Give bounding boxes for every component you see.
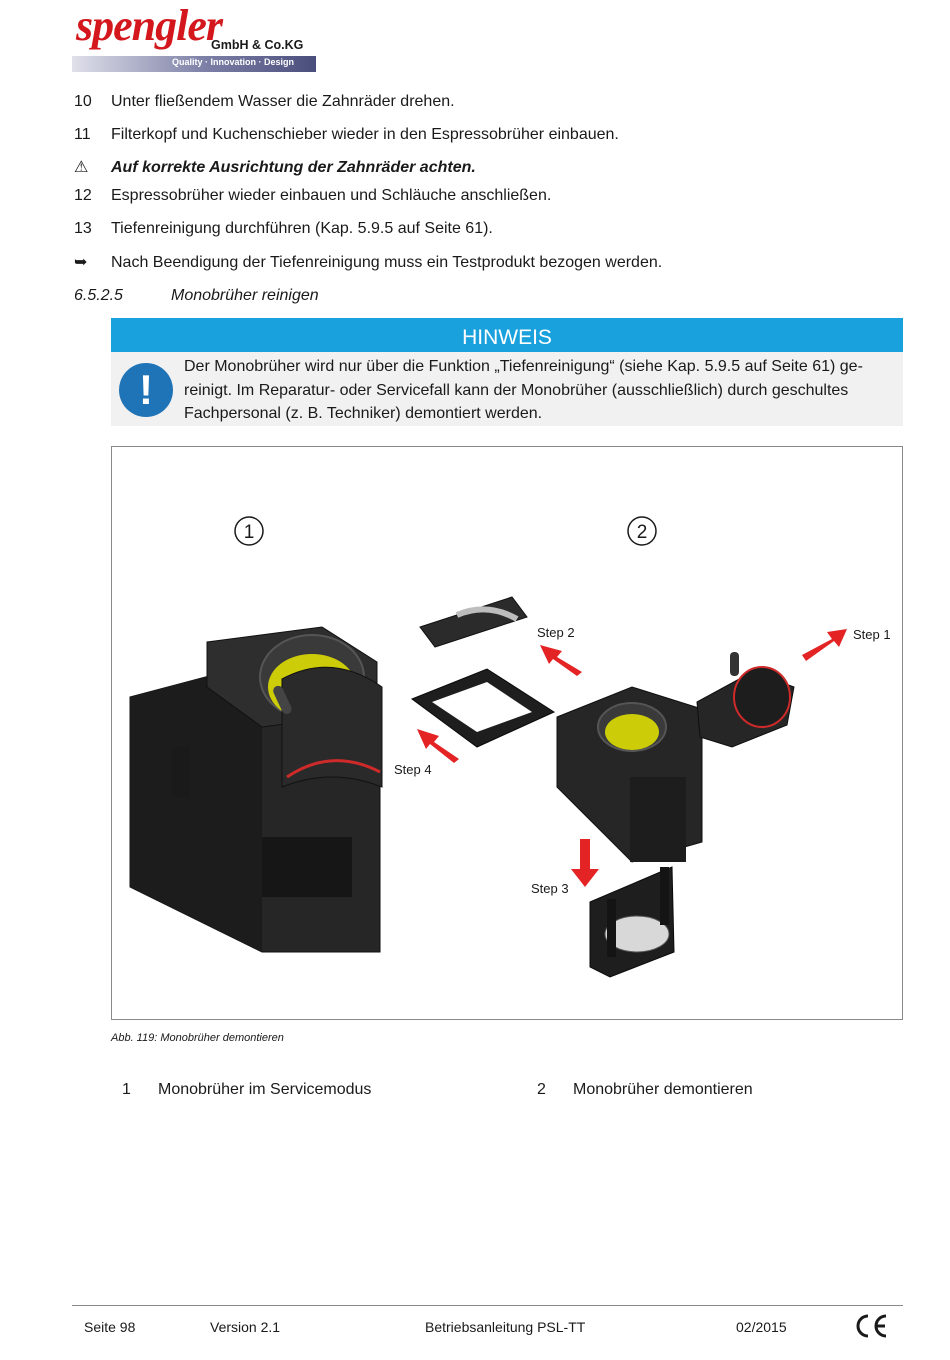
result-arrow-icon: ➥ [74,254,88,271]
logo-company: GmbH & Co.KG [211,38,304,52]
step-text: Tiefenreinigung durchführen (Kap. 5.9.5 auf Seite 61). [111,220,493,237]
notice-heading: HINWEIS [111,318,903,352]
logo-tagline: Quality · Innovation · Design [172,57,295,67]
brewer-body-illustration [557,687,702,862]
logo-wordmark: spengler [76,1,222,50]
base-part [590,867,674,977]
warning-text: Auf korrekte Ausrichtung der Zahnräder achten. [111,159,476,176]
marker-1-label: 1 [243,522,255,543]
step-number: 13 [74,220,92,237]
step2-label: Step 2 [537,625,575,640]
figure-caption: Abb. 119: Monobrüher demontieren [111,1032,284,1044]
legend-number: 2 [537,1081,546,1098]
marker-2 [628,517,656,545]
arrow-step2-icon [540,645,582,676]
step-number: 12 [74,187,92,204]
section-number: 6.5.2.5 [74,287,123,304]
ce-mark-icon [853,1312,889,1340]
footer-version: Version 2.1 [210,1319,281,1335]
figure-illustration [112,447,902,1019]
filter-cover-part [420,597,527,647]
step3-label: Step 3 [531,881,569,896]
legend-text: Monobrüher im Servicemodus [158,1081,372,1098]
legend-text: Monobrüher demontieren [573,1081,753,1098]
warning-icon: ⚠ [74,159,89,176]
step-number: 11 [74,126,91,143]
company-logo [72,1,318,72]
step-text: Filterkopf und Kuchenschieber wieder in den Espressobrüher einbauen. [111,126,619,143]
step-text: Unter fließendem Wasser die Zahnräder drehen. [111,93,455,110]
footer-page: Seite 98 [84,1319,136,1335]
brewer-assembled-illustration [130,627,382,952]
arrow-step4-icon [417,729,459,763]
section-title: Monobrüher reinigen [171,287,319,304]
step4-label: Step 4 [394,762,432,777]
marker-1 [235,517,263,545]
step1-label: Step 1 [853,627,891,642]
motor-part [697,652,794,747]
footer-divider [72,1305,903,1306]
legend-number: 1 [122,1081,131,1098]
footer-document: Betriebsanleitung PSL-TT [425,1319,586,1335]
figure-monobrueher [111,446,903,1020]
step-text: Espressobrüher wieder einbauen und Schläuche anschließen. [111,187,552,204]
notice-text: Der Monobrüher wird nur über die Funktion „Tiefenreinigung“ (siehe Kap. 5.9.5 auf Seite 61) ge-reinigt. Im Reparatur- oder Servicefall kann der Monobrüher (ausschließlich) durch geschultes Fachpersonal (z. B. Techniker) demontiert werden. [184,358,863,422]
arrow-step3-icon [571,839,599,887]
arrow-step1-icon [802,629,847,661]
footer-date: 02/2015 [736,1319,787,1335]
notice-box [111,318,903,426]
result-text: Nach Beendigung der Tiefenreinigung muss ein Testprodukt bezogen werden. [111,254,663,271]
marker-2-label: 2 [636,522,648,543]
exclamation-icon: ! [119,363,173,417]
step-number: 10 [74,93,92,110]
